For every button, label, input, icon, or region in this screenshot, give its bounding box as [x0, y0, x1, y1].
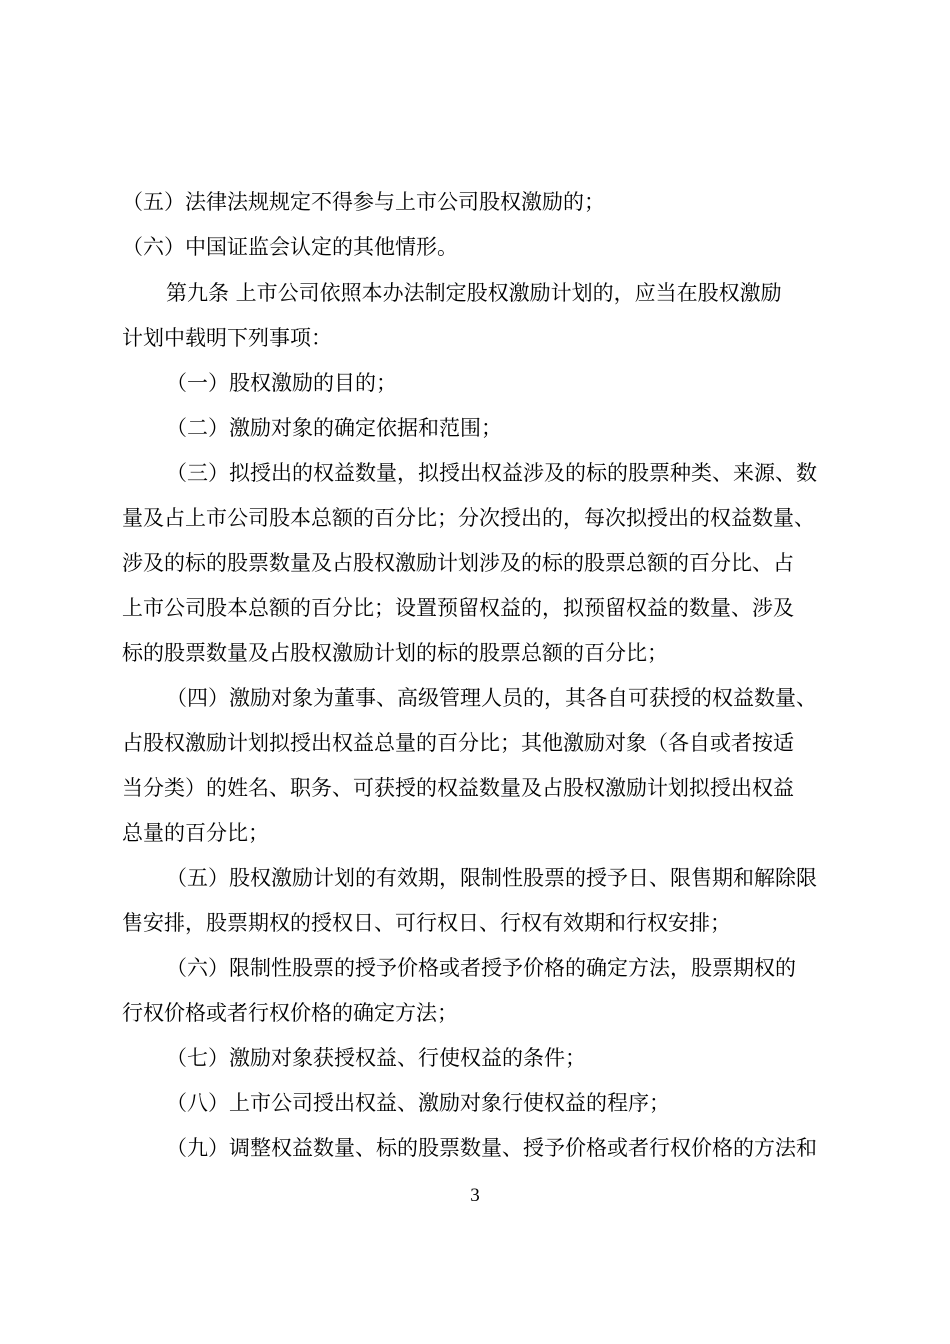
text-line: （八）上市公司授出权益、激励对象行使权益的程序；	[166, 1091, 670, 1115]
text-line: 上市公司股本总额的百分比；设置预留权益的，拟预留权益的数量、涉及	[122, 596, 794, 620]
text-line: （四）激励对象为董事、高级管理人员的，其各自可获授的权益数量、	[166, 686, 817, 710]
text-line: （七）激励对象获授权益、行使权益的条件；	[166, 1046, 586, 1070]
text-line: （一）股权激励的目的；	[166, 371, 397, 395]
text-line: 当分类）的姓名、职务、可获授的权益数量及占股权激励计划拟授出权益	[122, 776, 794, 800]
text-line: （二）激励对象的确定依据和范围；	[166, 416, 502, 440]
text-line: （五）股权激励计划的有效期，限制性股票的授予日、限售期和解除限	[166, 866, 817, 890]
text-line: （六）限制性股票的授予价格或者授予价格的确定方法，股票期权的	[166, 956, 796, 980]
text-line: （五）法律法规规定不得参与上市公司股权激励的；	[122, 190, 605, 214]
text-line: 第九条 上市公司依照本办法制定股权激励计划的，应当在股权激励	[166, 281, 782, 305]
text-line: 标的股票数量及占股权激励计划的标的股票总额的百分比；	[122, 641, 668, 665]
text-line: 行权价格或者行权价格的确定方法；	[122, 1001, 458, 1025]
page-number: 3	[470, 1185, 480, 1206]
text-line: 涉及的标的股票数量及占股权激励计划涉及的标的股票总额的百分比、占	[122, 551, 794, 575]
text-line: 总量的百分比；	[122, 821, 269, 845]
text-line: （三）拟授出的权益数量，拟授出权益涉及的标的股票种类、来源、数	[166, 461, 817, 485]
text-line: （九）调整权益数量、标的股票数量、授予价格或者行权价格的方法和	[166, 1136, 817, 1160]
text-line: 售安排，股票期权的授权日、可行权日、行权有效期和行权安排；	[122, 911, 731, 935]
text-line: 量及占上市公司股本总额的百分比；分次授出的，每次拟授出的权益数量、	[122, 506, 815, 530]
text-line: （六）中国证监会认定的其他情形。	[122, 235, 458, 259]
text-line: 计划中载明下列事项：	[122, 326, 332, 350]
text-line: 占股权激励计划拟授出权益总量的百分比；其他激励对象（各自或者按适	[122, 731, 794, 755]
